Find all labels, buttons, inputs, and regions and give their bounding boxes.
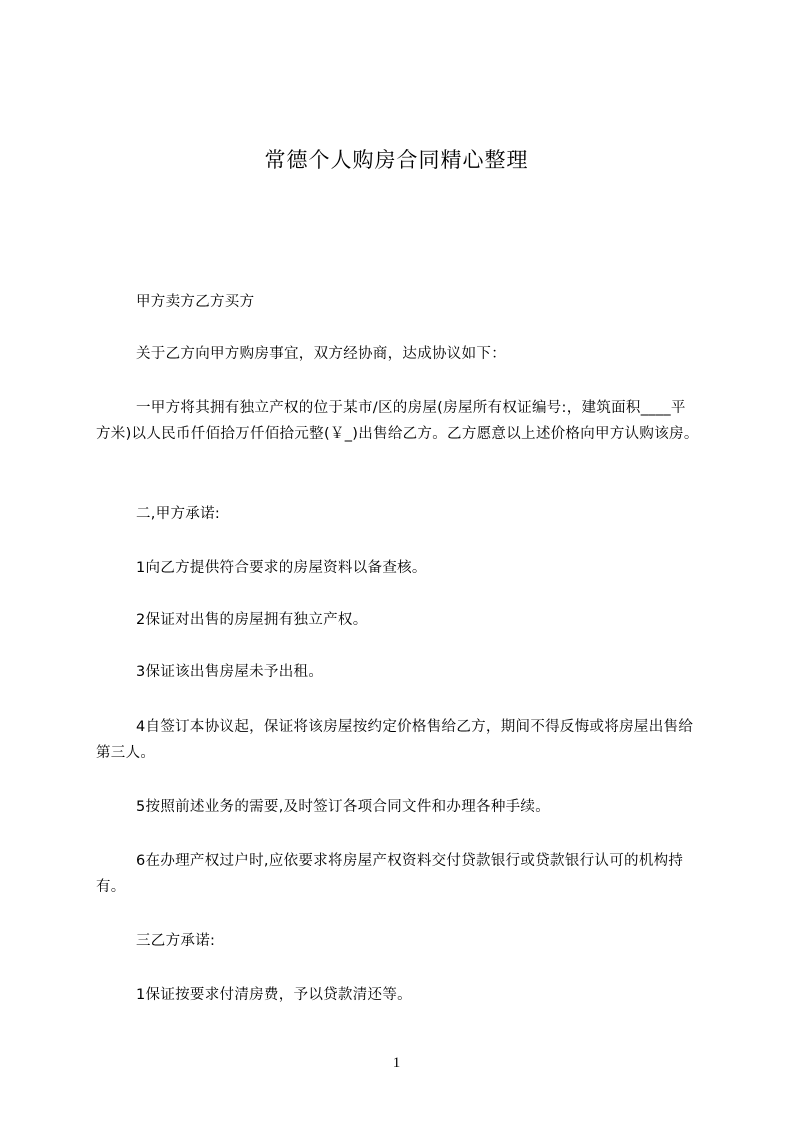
paragraph-clause-3-heading: 三乙方承诺: <box>136 933 216 949</box>
page-number: 1 <box>392 1055 401 1071</box>
paragraph-clause-2-item-6: 6在办理产权过户时,应依要求将房屋产权资料交付贷款银行或贷款银行认可的机构持有。 <box>96 853 684 895</box>
paragraph-clause-2-item-1: 1向乙方提供符合要求的房屋资料以备查核。 <box>136 560 427 576</box>
paragraph-clause-2-item-4: 4自签订本协议起，保证将该房屋按约定价格售给乙方，期间不得反悔或将房屋出售给第三人。 <box>96 719 694 761</box>
paragraph-clause-2-item-2: 2保证对出售的房屋拥有独立产权。 <box>136 612 368 628</box>
paragraph-clause-2-heading: 二,甲方承诺: <box>136 506 221 522</box>
document-title: 常德个人购房合同精心整理 <box>264 148 529 172</box>
paragraph-clause-1: 一甲方将其拥有独立产权的位于某市/区的房屋(房屋所有权证编号:，建筑面积____平方米)以人民币仟佰拾万仟佰拾元整(￥_)出售给乙方。乙方愿意以上述价格向甲方认购该房。 <box>96 400 699 442</box>
paragraph-clause-3-item-1: 1保证按要求付清房费，予以贷款清还等。 <box>136 987 412 1003</box>
paragraph-agreement-intro: 关于乙方向甲方购房事宜，双方经协商，达成协议如下： <box>136 346 506 362</box>
paragraph-clause-2-item-3: 3保证该出售房屋未予出租。 <box>136 664 324 680</box>
paragraph-parties: 甲方卖方乙方买方 <box>136 294 255 310</box>
paragraph-clause-2-item-5: 5按照前述业务的需要,及时签订各项合同文件和办理各种手续。 <box>136 799 551 815</box>
